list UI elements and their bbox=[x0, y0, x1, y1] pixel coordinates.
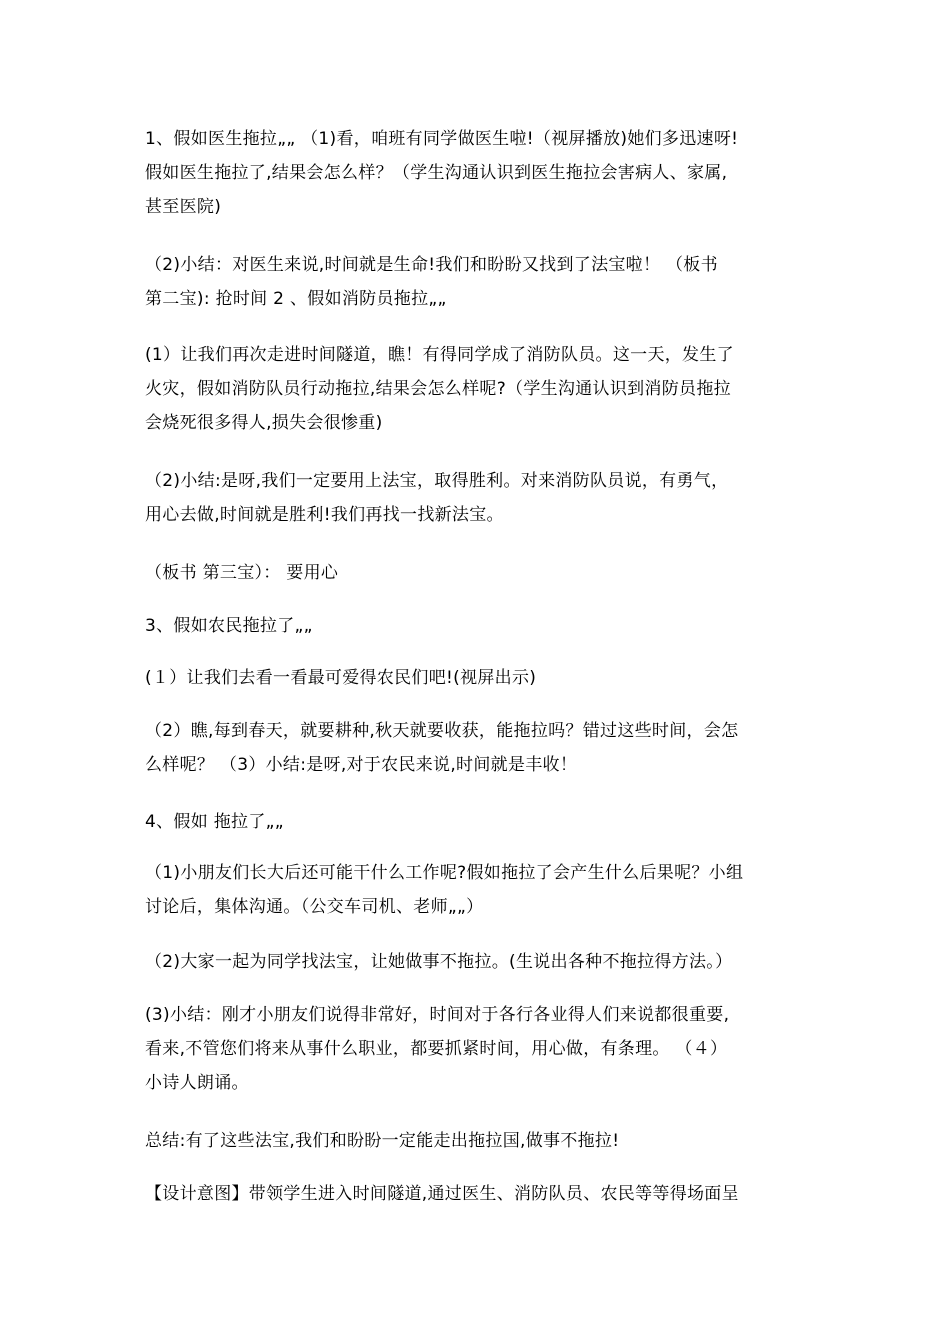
text-line: (1）让我们再次走进时间隧道，瞧！有得同学成了消防队员。这一天，发生了 bbox=[145, 345, 734, 365]
text-line: (3)小结：刚才小朋友们说得非常好，时间对于各行各业得人们来说都很重要, bbox=[145, 1005, 730, 1025]
text-line: （2）瞧,每到春天，就要耕种,秋天就要收获，能拖拉吗？错过这些时间，会怎 bbox=[145, 721, 739, 741]
paragraph-board-note bbox=[145, 556, 810, 590]
text-line: 看来,不管您们将来从事什么职业，都要抓紧时间，用心做，有条理。 （４） bbox=[145, 1039, 728, 1059]
text-line: （板书 第三宝）： 要用心 bbox=[145, 563, 339, 583]
text-line: 总结:有了这些法宝,我们和盼盼一定能走出拖拉国,做事不拖拉! bbox=[145, 1131, 620, 1151]
paragraph-doctor bbox=[145, 122, 810, 224]
text-line: 用心去做,时间就是胜利!我们再找一找新法宝。 bbox=[145, 505, 504, 525]
text-line: 会烧死很多得人,损失会很惨重) bbox=[145, 413, 383, 433]
paragraph-firefighter-summary bbox=[145, 464, 810, 532]
paragraph-other-heading bbox=[145, 805, 810, 839]
text-line: (１）让我们去看一看最可爱得农民们吧!(视屏出示) bbox=[145, 668, 537, 688]
text-line: （2)大家一起为同学找法宝，让她做事不拖拉。(生说出各种不拖拉得方法。） bbox=[145, 952, 733, 972]
text-line: 【设计意图】带领学生进入时间隧道,通过医生、消防队员、农民等等得场面呈 bbox=[145, 1184, 739, 1204]
paragraph-farmer-summary bbox=[145, 714, 810, 782]
paragraph-final-summary bbox=[145, 998, 810, 1100]
paragraph-discussion bbox=[145, 856, 810, 924]
text-line: 火灾，假如消防队员行动拖拉,结果会怎么样呢?（学生沟通认识到消防员拖拉 bbox=[145, 379, 731, 399]
text-line: 4、假如 拖拉了„„ bbox=[145, 812, 284, 832]
text-line: 假如医生拖拉了,结果会怎么样？（学生沟通认识到医生拖拉会害病人、家属, bbox=[145, 163, 728, 183]
text-line: 讨论后，集体沟通。（公交车司机、老师„„） bbox=[145, 897, 484, 917]
text-line: 1、假如医生拖拉„„ （1)看，咱班有同学做医生啦!（视屏播放)她们多迅速呀! bbox=[145, 129, 739, 149]
paragraph-conclusion bbox=[145, 1124, 810, 1158]
text-line: 3、假如农民拖拉了„„ bbox=[145, 616, 313, 636]
text-line: （1)小朋友们长大后还可能干什么工作呢?假如拖拉了会产生什么后果呢？小组 bbox=[145, 863, 744, 883]
text-line: （2)小结:是呀,我们一定要用上法宝，取得胜利。对来消防队员说，有勇气， bbox=[145, 471, 729, 491]
text-line: 小诗人朗诵。 bbox=[145, 1073, 249, 1093]
paragraph-find-treasure bbox=[145, 945, 810, 979]
text-line: 甚至医院) bbox=[145, 197, 222, 217]
paragraph-design-intent bbox=[145, 1177, 810, 1211]
paragraph-farmer-video bbox=[145, 661, 810, 695]
paragraph-doctor-summary bbox=[145, 248, 810, 316]
text-line: 么样呢？ （3）小结:是呀,对于农民来说,时间就是丰收！ bbox=[145, 755, 578, 775]
text-line: 第二宝): 抢时间 2 、假如消防员拖拉„„ bbox=[145, 289, 447, 309]
paragraph-firefighter bbox=[145, 338, 810, 440]
paragraph-farmer-heading bbox=[145, 609, 810, 643]
text-line: （2)小结：对医生来说,时间就是生命!我们和盼盼又找到了法宝啦！ （板书 bbox=[145, 255, 718, 275]
